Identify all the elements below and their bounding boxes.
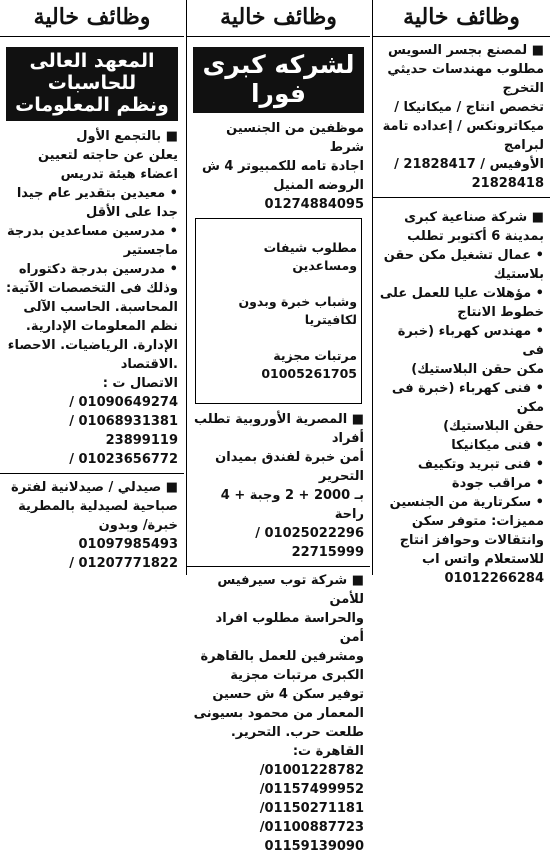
ad-phone: 01157499952/ 01150271181/ [259,781,364,816]
ad-line: ■ لمصنع بجسر السويس [388,43,544,58]
ad-phone: 01100887723/ 01159139090 [259,819,364,854]
ad-line: حقن البلاستيك) [443,419,544,434]
ad-line: موظفين من الجنسين شرط [226,120,364,155]
ad-egyptian-european-security [187,410,370,567]
ad-phone: 01207771822 / [69,555,178,571]
ad-institute-faculty [0,127,184,474]
ad-line: صباحية لصيدلية بالمطرية [18,498,178,514]
ad-line: جدا على الأقل [86,204,178,220]
ad-line: بـ 2000 + 2 وجبة + 4 راحة [220,487,364,522]
ad-line: • مؤهلات عليا للعمل على [379,286,544,301]
ad-line: ■ بالتجمع الأول [76,128,178,144]
ad-line: • مراقب جودة [451,476,544,491]
ad-line: • فنى تبريد وتكييف [417,457,544,472]
ad-pharmacist [0,478,184,573]
ad-industrial-company-october [373,202,550,588]
ad-line: ■ شركة توب سيرفيس للأمن [217,572,364,607]
ad-line: المحاسبة. الحاسب الآلى [23,299,178,315]
ad-phone: 01025022296 / 22715999 [255,525,364,560]
ad-line: • مهندس كهرباء (خبرة فى [397,324,544,358]
ad-line: خطوط الانتاج [457,305,544,320]
ad-line: بمدينة 6 أكتوبر تطلب [407,229,544,244]
ad-line: خبرة/ وبدون 01097985493 [78,517,178,552]
ad-line: • سكرتارية من الجنسين [389,495,544,510]
ad-phone: الاتصال ت : 01090649274 / [69,375,178,410]
ad-line: بلاستيك [493,267,544,282]
ad-line: والحراسة مطلوب افراد أمن [215,610,364,645]
ad-line: أمن خبرة لفندق بميدان التحرير [215,449,364,484]
ad-banner-major-company: لشركه كبرى فورا [193,47,364,113]
ad-line: وانتقالات وحوافز انتاج [399,533,544,548]
ad-line: • عمال تشغيل مكن حقن [383,248,544,263]
ad-line: مطلوب مهندسات حديثي التخرج [387,62,544,96]
ad-line: اجادة تامه للكمبيوتر 4 ش [201,158,364,174]
ad-line: ماجستير [123,242,178,258]
ad-line: مرتبات مجزية 01005261705 [261,347,357,381]
ad-line: الكبرى مرتبات مجزية [230,667,364,683]
ad-line: الروضه المنيل 01274884095 [264,177,364,212]
ad-line: مكن حقن البلاستيك) [411,362,544,377]
ad-line: ميكاترونكس / إعداده تامة لبرامج [382,119,544,153]
column-header: وظائف خالية [0,0,184,37]
ad-line: • فنى ميكانيكا [451,438,544,453]
ad-line: مميزات: متوفر سكن [411,514,544,529]
ad-line: وشباب خبرة وبدون لكافيتريا [238,293,357,327]
ads-column-middle [186,0,370,854]
ads-column-right [372,0,550,586]
ad-phone: 01068931381 / 23899119 [69,413,178,448]
ad-line: مطلوب شيفات ومساعدين [263,239,357,273]
ad-line: • مدرسين بدرجة دكتوراه [18,261,178,277]
ad-banner-higher-institute: المعهد العالى للحاسبات ونظم المعلومات [6,47,178,121]
ad-line: الأوفيس / 21828417 / 21828418 [394,157,544,191]
ad-line: • مدرسين مساعدين بدرجة [7,223,178,239]
ads-column-left [0,0,184,575]
ad-line: • معيدين بتقدير عام جيدا [16,185,178,201]
ad-line: ■ المصرية الأوروبية تطلب أفراد [193,411,364,446]
ad-line: ■ شركة صناعية كبرى [404,210,544,225]
ad-phone: القاهرة ت: 01001228782/ [259,743,364,778]
ad-phone: 01012266284 [444,571,544,586]
ad-computer-staff [187,119,370,214]
ad-line: • فنى كهرباء (خبرة فى مكن [391,381,544,415]
column-header: وظائف خالية [373,0,550,37]
ad-line: تخصص انتاج / ميكانيكا / [394,100,544,115]
ad-line: يعلن عن حاجته لتعيين [37,147,178,163]
ad-line: نظم المعلومات الإدارية. [25,318,178,334]
ad-suez-bridge-factory [373,37,550,198]
ad-phone: 01023656772 / [69,451,178,467]
ad-line: ومشرفين للعمل بالقاهرة [200,648,364,664]
ad-line: توفير سكن 4 ش حسين [212,686,364,702]
ad-line: اعضاء هيئة تدريس [60,166,178,182]
ad-box-chefs [195,218,362,404]
ad-line: ■ صيدلي / صيدلانية لفترة [11,479,178,495]
ad-top-service-security [187,571,370,856]
ad-line: .الاقتصاد [120,356,178,372]
column-header: وظائف خالية [187,0,370,37]
ad-line: للاستعلام واتس اب [422,552,544,567]
ad-line: الإدارة. الرياضيات. الاحصاء [7,337,178,353]
ad-line: وذلك فى التخصصات الآتية: [6,280,178,296]
ad-line: طلعت حرب. التحرير. [230,724,364,740]
ad-line: المعمار من محمود بسيونى [193,705,364,721]
